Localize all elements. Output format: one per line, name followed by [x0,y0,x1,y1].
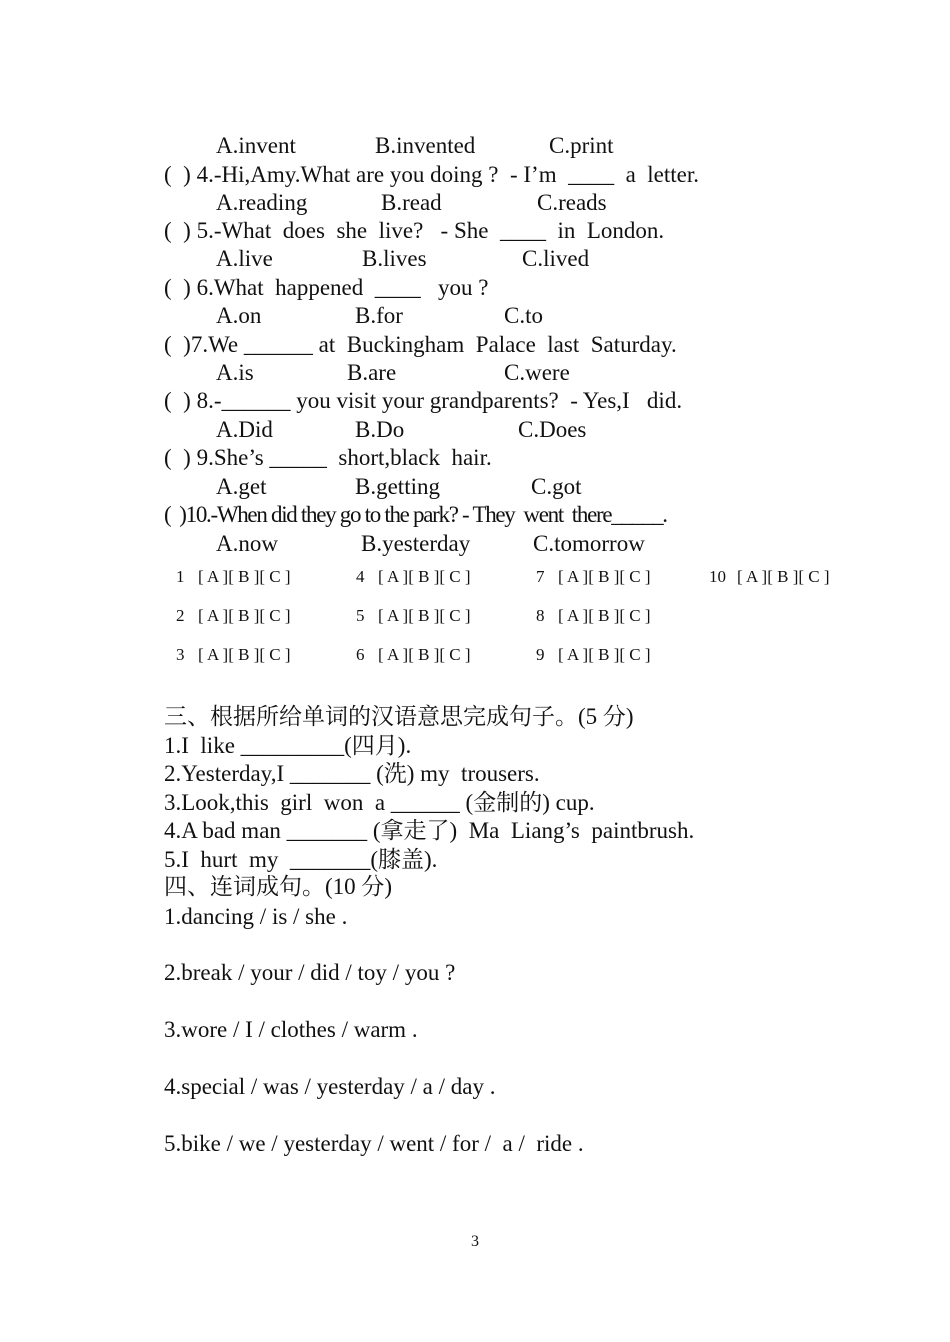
answer-cell-10[interactable]: 10 [ A ][ B ][ C ] [709,567,830,586]
section-3-item-2: 2.Yesterday,I _______ (洗) my trousers. [164,761,540,786]
question-4-option-c: C.reads [537,190,607,215]
section-3-item-1: 1.I like _________(四月). [164,733,412,758]
answer-cell-3[interactable]: 3 [ A ][ B ][ C ] [176,645,291,664]
section-3-item-5: 5.I hurt my _______(膝盖). [164,847,438,872]
page-number: 3 [471,1233,479,1250]
answer-cell-8[interactable]: 8 [ A ][ B ][ C ] [536,606,651,625]
question-5-option-b: B.lives [362,246,427,271]
q3-option-a: A.invent [216,133,296,158]
question-7-option-b: B.are [347,360,397,385]
question-4-stem: ( ) 4.-Hi,Amy.What are you doing ? - I’m ____ a letter. [164,162,700,187]
answer-cell-4[interactable]: 4 [ A ][ B ][ C ] [356,567,471,586]
section-4-item-3: 3.wore / I / clothes / warm . [164,1017,418,1042]
section-3-item-4: 4.A bad man _______ (拿走了) Ma Liang’s paintbrush. [164,818,695,843]
question-6-option-b: B.for [355,303,403,328]
question-5-option-a: A.live [216,246,273,271]
question-10-stem: ( )10.-When did they go to the park? - They went there_____. [164,502,667,527]
section-4-item-2: 2.break / your / did / toy / you ? [164,960,456,985]
question-8-option-c: C.Does [518,417,587,442]
question-10-option-c: C.tomorrow [533,531,645,556]
question-5-stem: ( ) 5.-What does she live? - She ____ in London. [164,218,665,243]
question-9-option-c: C.got [531,474,582,499]
question-6-stem: ( ) 6.What happened ____ you ? [164,275,489,300]
question-9-option-b: B.getting [355,474,440,499]
answer-cell-2[interactable]: 2 [ A ][ B ][ C ] [176,606,291,625]
question-10-option-b: B.yesterday [361,531,471,556]
section-4-item-1: 1.dancing / is / she . [164,904,348,929]
answer-cell-7[interactable]: 7 [ A ][ B ][ C ] [536,567,651,586]
question-7-option-c: C.were [504,360,570,385]
question-9-option-a: A.get [216,474,267,499]
answer-cell-6[interactable]: 6 [ A ][ B ][ C ] [356,645,471,664]
question-7-stem: ( )7.We ______ at Buckingham Palace last Saturday. [164,332,677,357]
q3-option-c: C.print [549,133,614,158]
question-8-option-b: B.Do [355,417,405,442]
question-8-option-a: A.Did [216,417,273,442]
question-9-stem: ( ) 9.She’s _____ short,black hair. [164,445,492,470]
section-4-title: 四、连词成句。(10 分) [164,874,393,899]
section-4-item-4: 4.special / was / yesterday / a / day . [164,1074,496,1099]
answer-cell-5[interactable]: 5 [ A ][ B ][ C ] [356,606,471,625]
section-3-title: 三、根据所给单词的汉语意思完成句子。(5 分) [164,704,634,729]
question-4-option-a: A.reading [216,190,308,215]
q3-option-b: B.invented [375,133,476,158]
question-6-option-a: A.on [216,303,262,328]
question-6-option-c: C.to [504,303,543,328]
section-3-item-3: 3.Look,this girl won a ______ (金制的) cup. [164,790,595,815]
question-8-stem: ( ) 8.-______ you visit your grandparents? - Yes,I did. [164,388,683,413]
question-10-option-a: A.now [216,531,278,556]
answer-cell-1[interactable]: 1 [ A ][ B ][ C ] [176,567,291,586]
section-4-item-5: 5.bike / we / yesterday / went / for / a / ride . [164,1131,584,1156]
answer-cell-9[interactable]: 9 [ A ][ B ][ C ] [536,645,651,664]
question-7-option-a: A.is [216,360,254,385]
question-5-option-c: C.lived [522,246,590,271]
question-4-option-b: B.read [381,190,442,215]
